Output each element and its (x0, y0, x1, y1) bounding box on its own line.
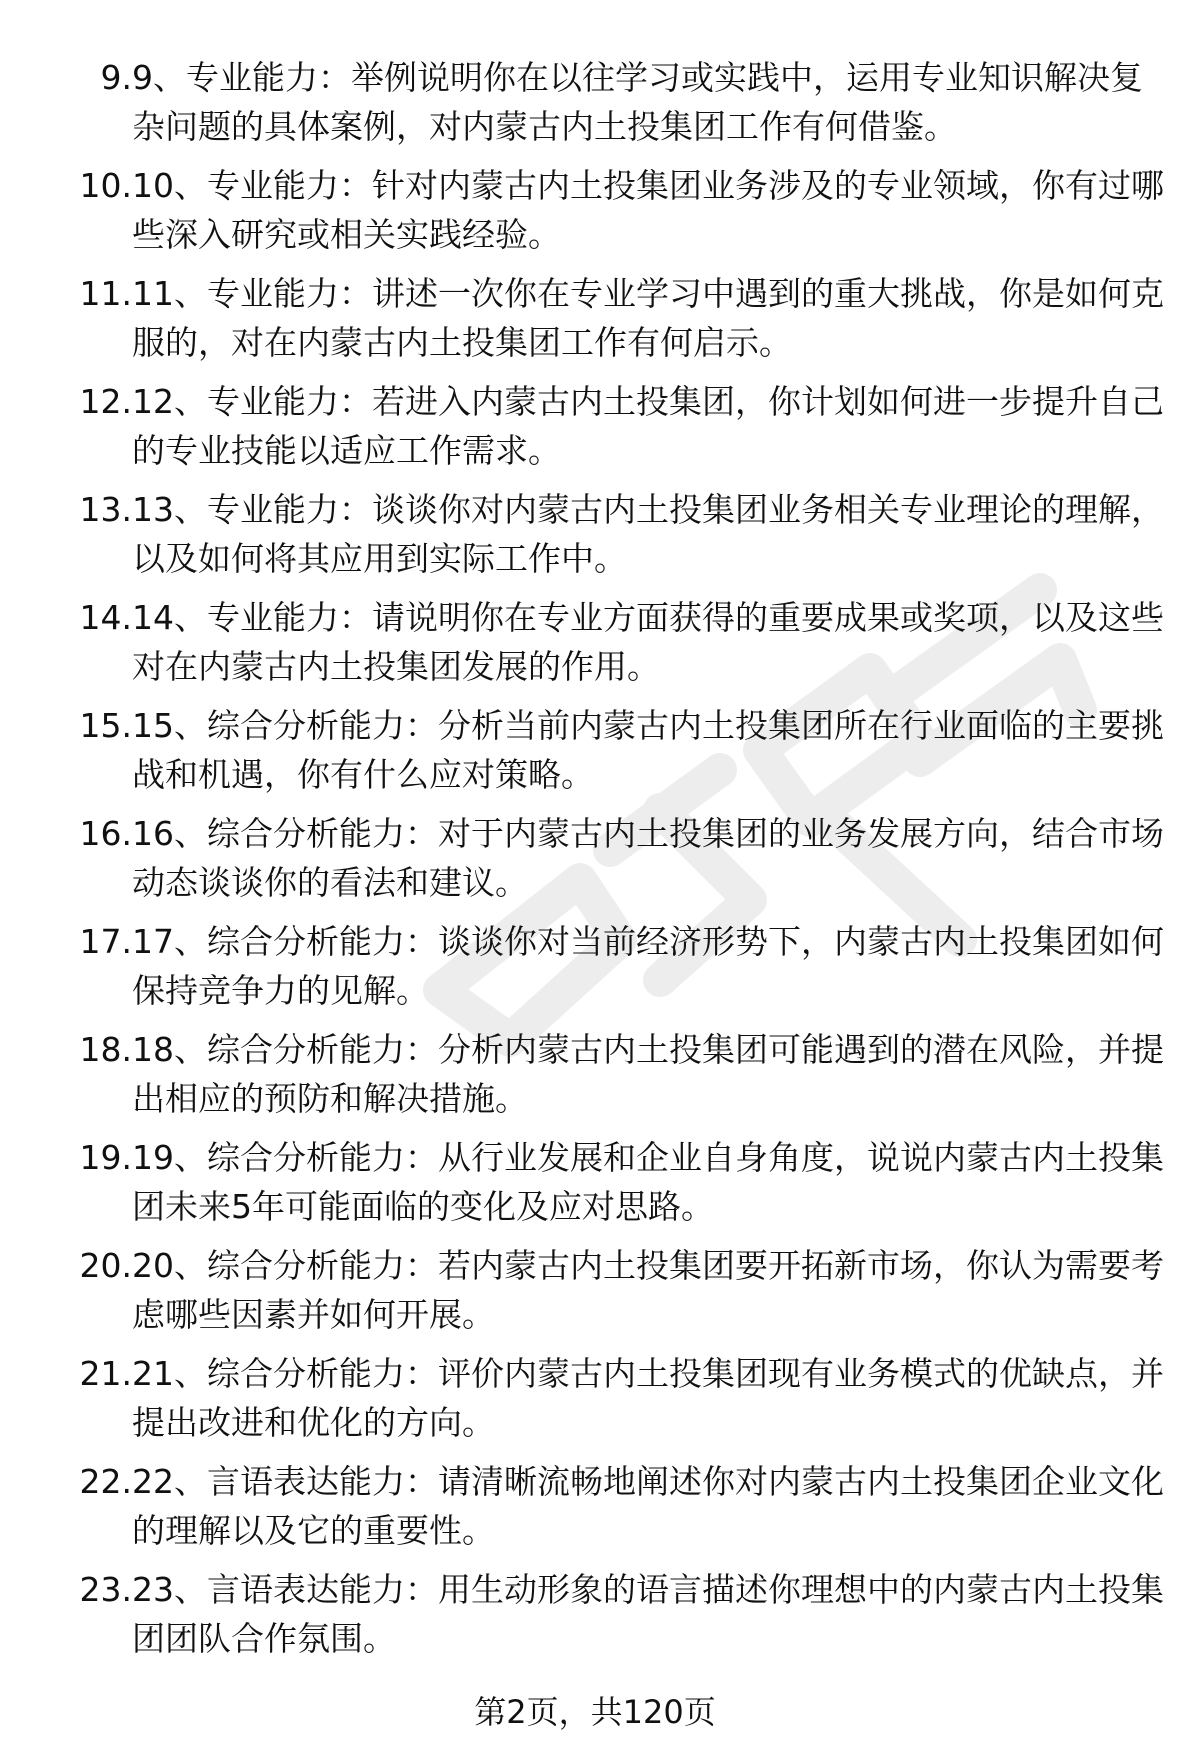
item-number: 19. (79, 1138, 132, 1177)
item-text: 9、专业能力：举例说明你在以往学习或实践中，运用专业知识解决复杂问题的具体案例，对内蒙古内土投集团工作有何借鉴。 (132, 58, 1143, 146)
list-item (0, 701, 1190, 809)
item-text: 21、综合分析能力：评价内蒙古内土投集团现有业务模式的优缺点，并提出改进和优化的方向。 (132, 1354, 1164, 1442)
item-number: 20. (79, 1246, 132, 1285)
item-number: 10. (79, 166, 132, 205)
item-number: 21. (79, 1354, 132, 1393)
list-item (0, 161, 1190, 269)
item-text: 14、专业能力：请说明你在专业方面获得的重要成果或奖项，以及这些对在内蒙古内土投集团发展的作用。 (132, 598, 1164, 686)
item-number: 23. (79, 1570, 132, 1609)
item-text: 10、专业能力：针对内蒙古内土投集团业务涉及的专业领域，你有过哪些深入研究或相关实践经验。 (132, 166, 1164, 254)
item-number: 16. (79, 814, 132, 853)
item-number: 22. (79, 1462, 132, 1501)
item-text: 12、专业能力：若进入内蒙古内土投集团，你计划如何进一步提升自己的专业技能以适应工作需求。 (132, 382, 1164, 470)
item-number: 17. (79, 922, 132, 961)
item-number: 12. (79, 382, 132, 421)
list-item (0, 1457, 1190, 1565)
item-text: 13、专业能力：谈谈你对内蒙古内土投集团业务相关专业理论的理解，以及如何将其应用到实际工作中。 (132, 490, 1164, 578)
list-item (0, 1349, 1190, 1457)
list-item (0, 1025, 1190, 1133)
list-item (0, 1565, 1190, 1673)
item-number: 18. (79, 1030, 132, 1069)
list-item (0, 917, 1190, 1025)
list-item (0, 53, 1190, 161)
item-number: 13. (79, 490, 132, 529)
list-item (0, 1241, 1190, 1349)
list-item (0, 1133, 1190, 1241)
list-item (0, 593, 1190, 701)
item-text: 20、综合分析能力：若内蒙古内土投集团要开拓新市场，你认为需要考虑哪些因素并如何开展。 (132, 1246, 1164, 1334)
item-number: 9. (100, 58, 132, 97)
question-list (0, 53, 1190, 1673)
list-item (0, 377, 1190, 485)
item-text: 15、综合分析能力：分析当前内蒙古内土投集团所在行业面临的主要挑战和机遇，你有什么应对策略。 (132, 706, 1164, 794)
list-item (0, 269, 1190, 377)
item-text: 11、专业能力：讲述一次你在专业学习中遇到的重大挑战，你是如何克服的，对在内蒙古内土投集团工作有何启示。 (132, 274, 1164, 362)
list-item (0, 485, 1190, 593)
item-text: 22、言语表达能力：请清晰流畅地阐述你对内蒙古内土投集团企业文化的理解以及它的重要性。 (132, 1462, 1164, 1550)
item-number: 11. (79, 274, 132, 313)
item-number: 14. (79, 598, 132, 637)
item-text: 18、综合分析能力：分析内蒙古内土投集团可能遇到的潜在风险，并提出相应的预防和解决措施。 (132, 1030, 1164, 1118)
item-text: 23、言语表达能力：用生动形象的语言描述你理想中的内蒙古内土投集团团队合作氛围。 (132, 1570, 1164, 1658)
item-text: 16、综合分析能力：对于内蒙古内土投集团的业务发展方向，结合市场动态谈谈你的看法和建议。 (132, 814, 1164, 902)
item-text: 17、综合分析能力：谈谈你对当前经济形势下，内蒙古内土投集团如何保持竞争力的见解。 (132, 922, 1164, 1010)
list-item (0, 809, 1190, 917)
page-footer: 第2页，共120页 (474, 1693, 716, 1731)
item-number: 15. (79, 706, 132, 745)
item-text: 19、综合分析能力：从行业发展和企业自身角度，说说内蒙古内土投集团未来5年可能面临的变化及应对思路。 (132, 1138, 1164, 1226)
